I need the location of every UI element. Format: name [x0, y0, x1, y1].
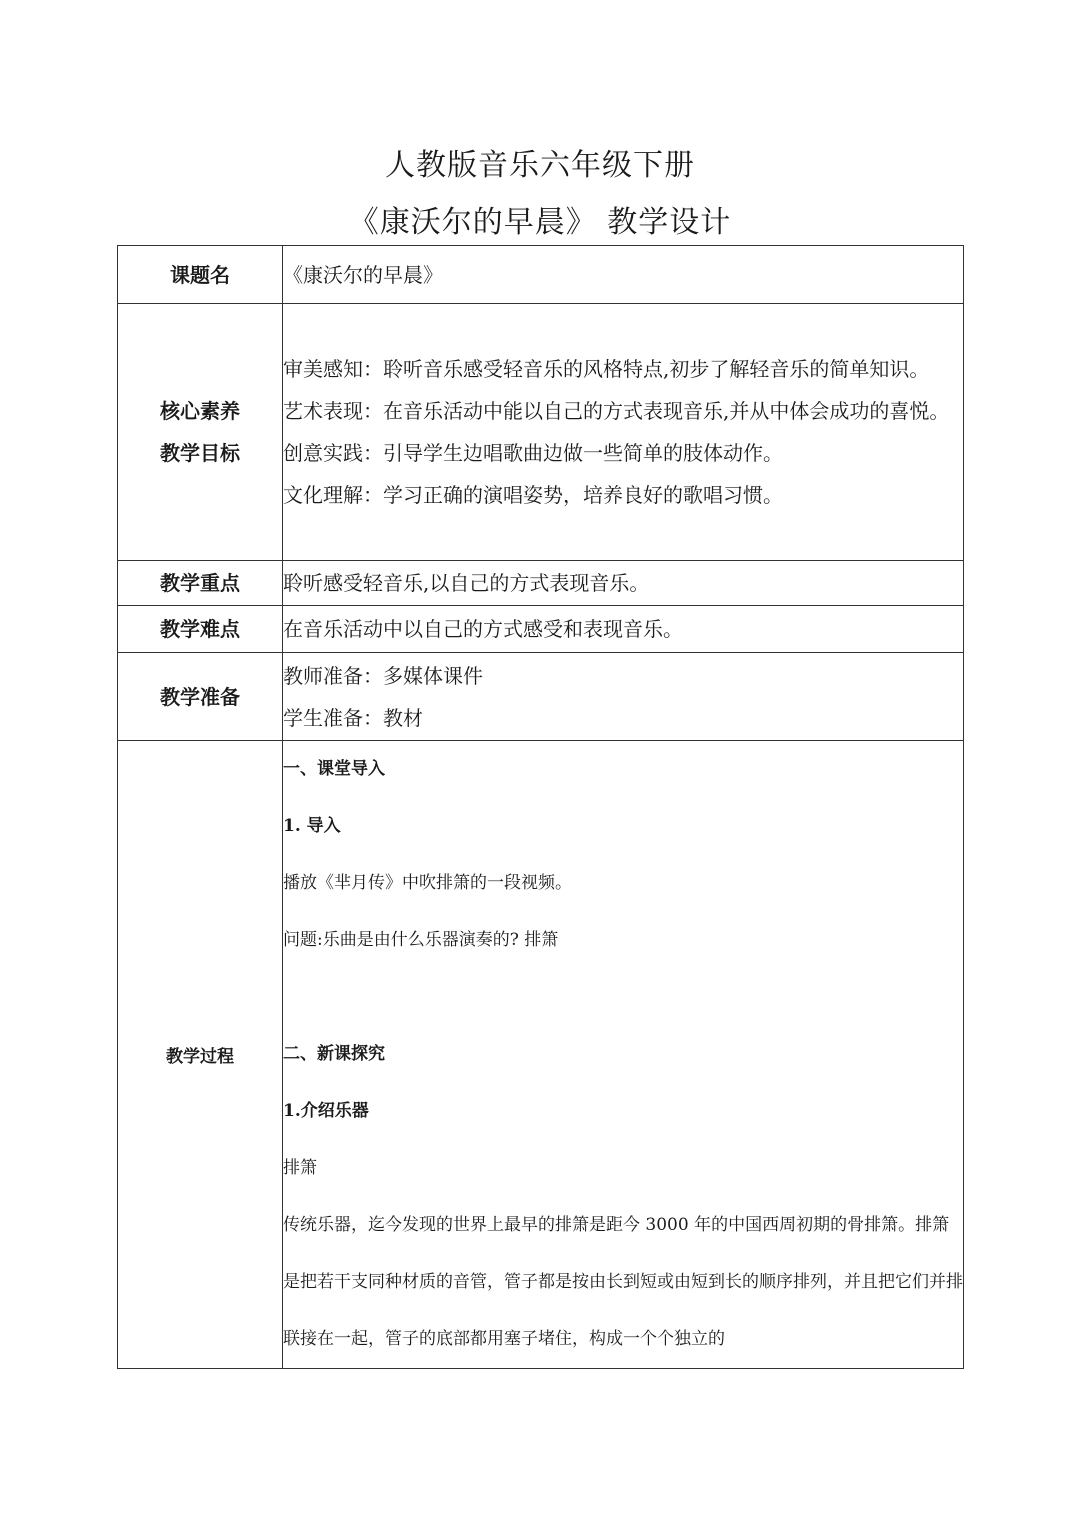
topic-label: 课题名 — [118, 246, 283, 304]
process-content — [283, 741, 964, 1369]
process-label: 教学过程 — [118, 741, 283, 1369]
section-1-title: 一、课堂导入 — [283, 759, 385, 779]
student-preparation: 学生准备：教材 — [283, 705, 423, 730]
goals-label — [118, 304, 283, 561]
key-points-label: 教学重点 — [118, 561, 283, 606]
section-1-paragraph-2: 问题:乐曲是由什么乐器演奏的? 排箫 — [283, 930, 559, 950]
row-topic — [118, 246, 964, 304]
goal-artistic: 艺术表现：在音乐活动中能以自己的方式表现音乐,并从中体会成功的喜悦。 — [283, 399, 950, 423]
preparation-label: 教学准备 — [118, 653, 283, 741]
section-2-title: 二、新课探究 — [283, 1044, 385, 1064]
goal-aesthetic: 审美感知：聆听音乐感受轻音乐的风格特点,初步了解轻音乐的简单知识。 — [283, 357, 930, 381]
difficulties-value: 在音乐活动中以自己的方式感受和表现音乐。 — [283, 606, 964, 653]
row-process — [118, 741, 964, 1369]
section-2-subtitle: 1.介绍乐器 — [283, 1101, 369, 1121]
section-2-paragraph-1: 排箫 — [283, 1158, 317, 1178]
teacher-preparation: 教师准备：多媒体课件 — [283, 663, 483, 688]
section-1-subtitle: 1. 导入 — [283, 816, 341, 836]
goals-label-line-1: 核心素养 — [160, 399, 240, 423]
lesson-plan-table — [117, 245, 964, 1369]
row-preparation — [118, 653, 964, 741]
row-difficulties — [118, 606, 964, 653]
preparation-content — [283, 653, 964, 741]
section-1-paragraph-1: 播放《芈月传》中吹排箫的一段视频。 — [283, 873, 572, 893]
title-line-2: 《康沃尔的早晨》 教学设计 — [348, 205, 732, 240]
goal-creative: 创意实践：引导学生边唱歌曲边做一些简单的肢体动作。 — [283, 441, 783, 465]
goals-label-line-2: 教学目标 — [160, 441, 240, 465]
difficulties-label: 教学难点 — [118, 606, 283, 653]
goal-cultural: 文化理解：学习正确的演唱姿势，培养良好的歌唱习惯。 — [283, 483, 783, 507]
section-2-paragraph-2: 传统乐器，迄今发现的世界上最早的排箫是距今 3000 年的中国西周初期的骨排箫。排箫是把若干支同种材质的音管，管子都是按由长到短或由短到长的顺序排列，并且把它们并排联接在一起，管子的底部都用塞子堵住，构成一个个独立的 — [283, 1215, 963, 1349]
key-points-value: 聆听感受轻音乐,以自己的方式表现音乐。 — [283, 561, 964, 606]
topic-value: 《康沃尔的早晨》 — [283, 246, 964, 304]
title-line-1: 人教版音乐六年级下册 — [385, 148, 695, 183]
row-key-points — [118, 561, 964, 606]
row-goals — [118, 304, 964, 561]
goals-content — [283, 304, 964, 561]
spacer — [283, 969, 963, 1026]
